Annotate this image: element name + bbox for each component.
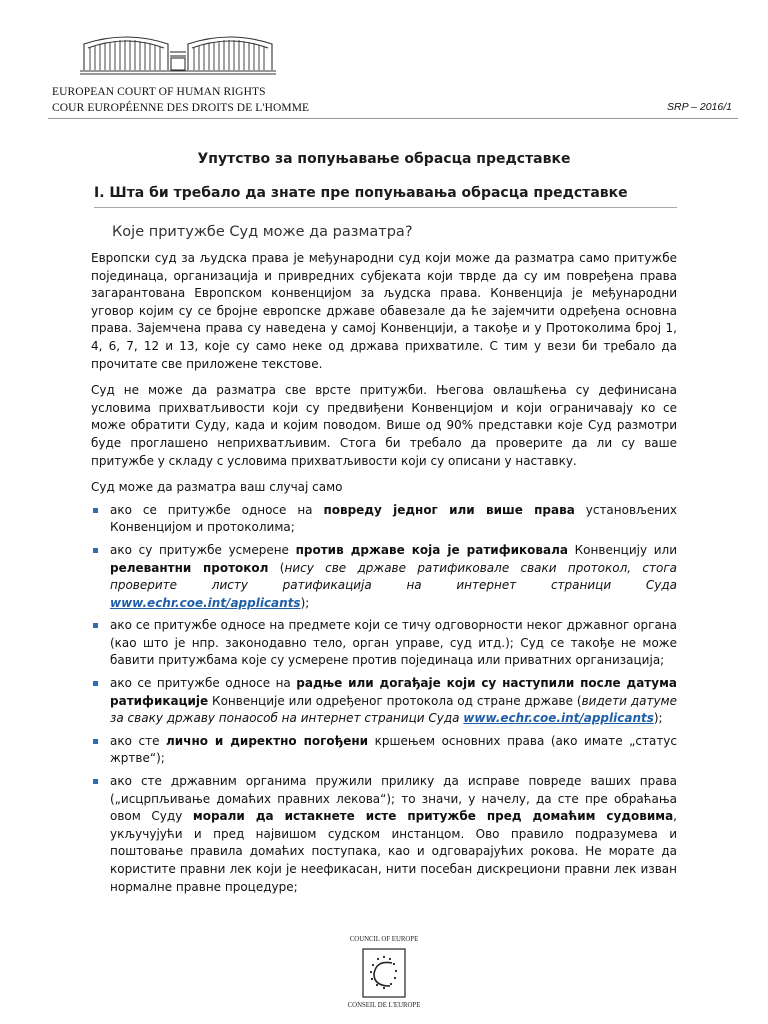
page-title: Упутство за попуњавање обрасца представке bbox=[197, 151, 571, 167]
square-bullet-icon bbox=[93, 623, 98, 628]
section-divider bbox=[94, 207, 677, 208]
list-item: ако сте државним органима пружили прилику да исправе повреде ваших права („исцрпљивање домаћих правних лекова“); то значи, у начелу, да сте пре обраћања овом Суду морали да истакнете исте притужбе пред домаћим судовима, укључујући и пред највишом судском инстанцом. Ово правило подразумева и поштовање правила домаћих поступака, као и одговарајућих рокова. Не морате да користите правни лек који је неефикасан, нити посебан дискрециони правни лек изван нормалне правне процедуре; bbox=[91, 773, 677, 896]
list-item: ако се притужбе односе на радње или догађаје који су наступили после датума ратификације Конвенције или одређеног протокола од стране државе (видети датуме за сваку државу понаособ на интернет страници Суда www.echr.coe.int/applicants); bbox=[91, 675, 677, 728]
list-item: ако се притужбе односе на предмете који се тичу одговорности неког државног органа (као што је нпр. законодавно тело, орган управе, суд итд.); Суд се такође не може бавити притужбама које су усмерене против појединаца или приватних организација; bbox=[91, 617, 677, 670]
applicants-link[interactable]: www.echr.coe.int/applicants bbox=[463, 711, 654, 726]
square-bullet-icon bbox=[93, 739, 98, 744]
coe-name-french: CONSEIL DE L'EUROPE bbox=[347, 1002, 421, 1009]
square-bullet-icon bbox=[93, 681, 98, 686]
list-item: ако сте лично и директно погођени кршењем основних права (ако имате „статус жртве“); bbox=[91, 733, 677, 768]
header-divider bbox=[48, 118, 738, 119]
document-reference: SRP – 2016/1 bbox=[667, 101, 732, 113]
paragraph-intro: Европски суд за људска права је међународни суд који може да разматра само притужбе појединаца, организација и привредних субјеката који тврде да су им повређена права загарантована Европском конвенцијом за људска права. Конвенција је међународни уговор којим су се бројне европске државе обавезале да ће зајемчити одређена основна права. Зајемчена права су наведена у самој Конвенцији, а такође и у Протоколима број 1, 4, 6, 7, 12 и 13, које су само неке од држава прихватиле. С тим у вези би требало да прочитате све приложене текстове. bbox=[91, 251, 677, 371]
page-header bbox=[48, 26, 738, 118]
subheading: Које притужбе Суд може да разматра? bbox=[112, 224, 413, 240]
criteria-intro: Суд може да разматра ваш случај само bbox=[91, 480, 343, 495]
criteria-list bbox=[91, 502, 677, 896]
paragraph-admissibility: Суд не може да разматра све врсте притужби. Његова овлашћења су дефинисана условима прихватљивости који су предвиђени Конвенцијом и који ограничавају ко се може обратити Суду, када и којим поводом. Више од 90% представки које Суд размотри буде проглашено неприхватљивим. Стога би требало да проверите да ли су ваше притужбе у складу с условима прихватљивости који су описани у наставку. bbox=[91, 383, 677, 468]
court-building-icon bbox=[78, 26, 278, 80]
list-item: ако се притужбе односе на повреду једног или више права установљених Конвенцијом и протоколима; bbox=[91, 502, 677, 537]
council-of-europe-emblem-icon bbox=[362, 948, 406, 998]
court-name-english: EUROPEAN COURT OF HUMAN RIGHTS bbox=[52, 86, 266, 98]
square-bullet-icon bbox=[93, 508, 98, 513]
applicants-link[interactable]: www.echr.coe.int/applicants bbox=[110, 595, 301, 610]
council-of-europe-logo bbox=[334, 934, 434, 1014]
section-heading: I. Шта би требало да знате пре попуњавања обрасца представке bbox=[94, 185, 628, 201]
court-name-french: COUR EUROPÉENNE DES DROITS DE L'HOMME bbox=[52, 102, 310, 114]
square-bullet-icon bbox=[93, 548, 98, 553]
coe-name-english: COUNCIL OF EUROPE bbox=[349, 936, 419, 943]
list-item: ако су притужбе усмерене против државе која је ратификовала Конвенцију или релевантни протокол (нису све државе ратификовале сваки протокол, стога проверите листу ратификација на интернет страници Суда www.echr.coe.int/applicants); bbox=[91, 542, 677, 612]
square-bullet-icon bbox=[93, 779, 98, 784]
document-body bbox=[91, 250, 677, 901]
